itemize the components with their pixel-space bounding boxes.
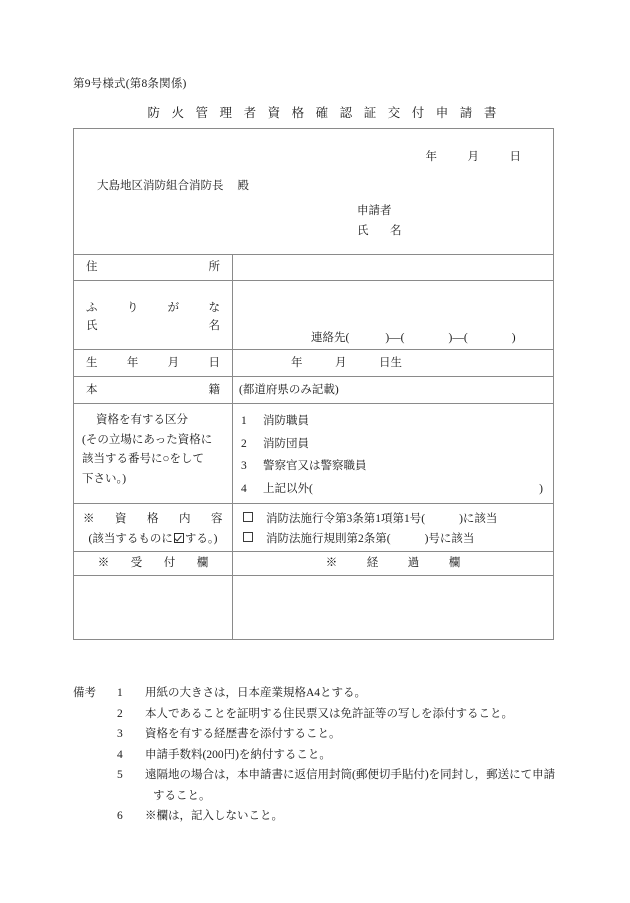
remark-1-text: 用紙の大きさは，日本産業規格A4とする。	[145, 687, 367, 699]
category-option-1-text: 消防職員	[263, 415, 309, 427]
qualification-option-2-post: )号に該当	[424, 533, 475, 545]
contact-label: 連絡先(	[311, 332, 350, 344]
receipt-blank-cell[interactable]	[74, 576, 233, 640]
address-value-cell[interactable]	[233, 255, 554, 281]
remark-1-number: 1	[117, 687, 123, 699]
remark-item-4	[73, 745, 573, 766]
form-row-header	[74, 129, 554, 255]
remark-item-2	[73, 704, 573, 725]
form-row-name	[74, 281, 554, 350]
contact-separator-2: )―(	[448, 332, 468, 344]
remark-4-number: 4	[117, 748, 123, 761]
document-title: 防 火 管 理 者 資 格 確 認 証 交 付 申 請 書	[147, 106, 501, 120]
remark-3-number: 3	[117, 728, 123, 740]
qualification-content-label-line1: ※ 資 格 内 容	[83, 513, 227, 525]
remark-5-continuation: すること。	[153, 789, 211, 802]
category-option-4-text: 上記以外(	[263, 482, 313, 495]
date-line	[426, 148, 522, 164]
remark-6-text: ※欄は，記入しないこと。	[145, 810, 283, 822]
addressee-line	[97, 177, 249, 193]
process-header-label: ※ 経 過 欄	[325, 557, 470, 569]
category-label-line3: 該当する番号に○をして	[82, 453, 204, 465]
birthdate-value-line	[233, 350, 553, 376]
receipt-header-cell	[74, 552, 233, 576]
birth-value-day: 日生	[379, 357, 402, 369]
remark-5-text: 遠隔地の場合は，本申請書に返信用封筒(郵便切手貼付)を同封し，郵送にて申請	[145, 769, 556, 781]
category-option-4-number: 4	[241, 482, 247, 495]
birth-label-3: 月	[167, 357, 180, 369]
addressee-name: 大島地区消防組合消防長	[97, 180, 224, 192]
furigana-char-4: な	[208, 302, 220, 314]
form-row-office-headers	[74, 552, 554, 576]
qualification-checkbox-row-1[interactable]	[233, 509, 553, 529]
furigana-char-1: ふ	[86, 302, 98, 314]
category-option-2-text: 消防団員	[263, 437, 309, 450]
form-row-honseki	[74, 377, 554, 404]
remark-5-number: 5	[117, 769, 123, 781]
honseki-label-cell	[74, 377, 233, 404]
birthdate-label-cell	[74, 350, 233, 377]
qualification-label-post: する。)	[184, 533, 218, 545]
address-label-left: 住	[86, 261, 98, 273]
qualification-label-pre: (該当するものに	[88, 533, 173, 545]
header-cell	[74, 129, 554, 255]
addressee-honorific: 殿	[237, 180, 249, 192]
birth-label-1: 生	[86, 357, 98, 369]
category-label-line4: 下さい。)	[82, 472, 127, 485]
remark-2-text: 本人であることを証明する住民票又は免許証等の写しを添付すること。	[145, 707, 513, 720]
honseki-label-right: 籍	[208, 384, 220, 396]
qualification-option-1-pre: 消防法施行令第3条第1項第1号(	[266, 513, 426, 525]
remark-4-text: 申請手数料(200円)を納付すること。	[145, 748, 331, 761]
honseki-label-left: 本	[86, 384, 98, 396]
furigana-label	[74, 299, 232, 315]
category-option-4[interactable]	[233, 478, 553, 501]
remark-6-number: 6	[117, 810, 123, 822]
process-header-cell	[233, 552, 554, 576]
form-row-office-blank	[74, 576, 554, 640]
date-day-label: 日	[509, 151, 521, 163]
contact-separator-1: )―(	[385, 332, 405, 344]
remark-2-number: 2	[117, 707, 123, 720]
checkbox-icon-1[interactable]	[243, 512, 253, 522]
remark-3-text: 資格を有する経歴書を添付すること。	[145, 728, 341, 740]
form-row-qualification-content	[74, 504, 554, 552]
remark-item-1	[73, 683, 573, 704]
date-year-label: 年	[425, 151, 437, 163]
address-label-cell	[74, 255, 233, 281]
furigana-char-2: り	[126, 302, 139, 314]
category-option-2-number: 2	[241, 437, 247, 450]
category-option-4-close-paren: )	[539, 482, 543, 495]
category-option-1[interactable]	[233, 410, 553, 433]
furigana-char-3: が	[167, 302, 180, 314]
qualification-option-2-pre: 消防法施行規則第2条第(	[266, 533, 391, 545]
birth-label-4: 日	[208, 357, 220, 369]
birth-label-2: 年	[126, 357, 139, 369]
category-label-line1: 資格を有する区分	[96, 414, 188, 426]
category-label-cell	[74, 404, 233, 504]
qualification-option-1-post: )に該当	[459, 513, 498, 525]
category-option-3-number: 3	[241, 460, 247, 472]
applicant-name-label: 氏 名	[357, 225, 407, 237]
application-form-table	[73, 128, 554, 640]
form-row-category	[74, 404, 554, 504]
name-label-cell	[74, 281, 233, 350]
birth-value-month: 月	[335, 357, 347, 369]
name-label-left: 氏	[86, 320, 98, 332]
remarks-section	[73, 683, 573, 827]
category-option-3-text: 警察官又は警察職員	[263, 460, 367, 472]
name-label-right: 名	[208, 320, 220, 332]
form-number: 第9号様式(第8条関係)	[73, 78, 187, 90]
honseki-hint: (都道府県のみ記載)	[239, 384, 339, 396]
form-row-birthdate	[74, 350, 554, 377]
category-option-1-number: 1	[241, 415, 247, 427]
checkbox-icon-2[interactable]	[243, 532, 253, 542]
remark-item-6	[73, 806, 573, 827]
category-option-2[interactable]	[233, 433, 553, 456]
applicant-block	[357, 201, 407, 241]
qualification-content-label-line2	[74, 529, 232, 549]
qualification-content-label-cell	[74, 504, 233, 552]
address-label-right: 所	[208, 261, 220, 273]
category-options-cell	[233, 404, 554, 504]
remarks-heading: 備考	[73, 687, 96, 699]
birth-value-year: 年	[291, 357, 303, 369]
contact-line	[311, 329, 516, 345]
birthdate-value-cell[interactable]	[233, 350, 554, 377]
process-blank-cell[interactable]	[233, 576, 554, 640]
form-row-address	[74, 255, 554, 281]
remark-item-3	[73, 724, 573, 745]
remark-item-5	[73, 765, 573, 786]
name-label	[74, 317, 232, 333]
contact-end-paren: )	[511, 332, 516, 344]
date-month-label: 月	[467, 151, 479, 163]
category-label-line2: (その立場にあった資格に	[82, 433, 213, 446]
applicant-label: 申請者	[357, 205, 392, 217]
qualification-checkbox-row-2[interactable]	[233, 529, 553, 549]
checked-box-icon	[174, 533, 184, 543]
qualification-content-options-cell	[233, 504, 554, 552]
honseki-value-cell[interactable]	[233, 377, 554, 404]
category-option-3[interactable]	[233, 455, 553, 478]
receipt-header-label: ※ 受 付 欄	[97, 557, 214, 569]
name-value-cell[interactable]	[233, 281, 554, 350]
